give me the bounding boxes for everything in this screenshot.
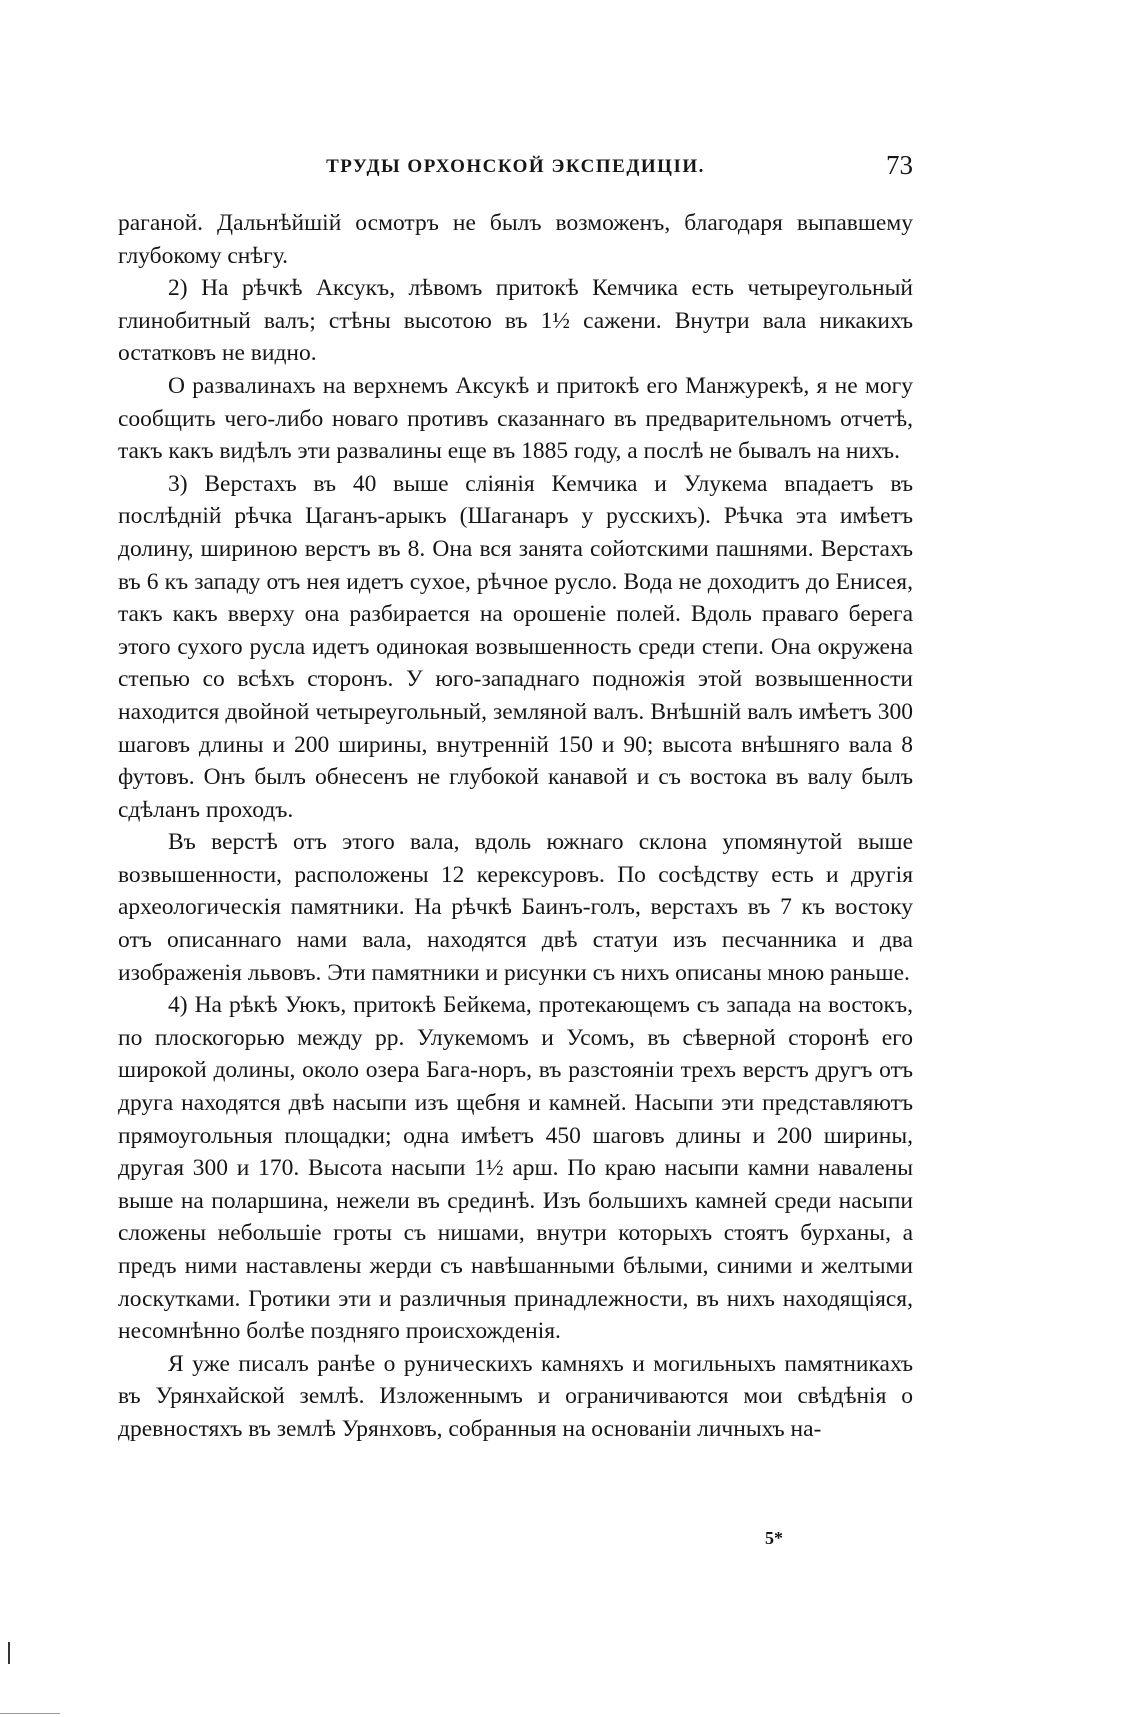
paragraph-2: 2) На рѣчкѣ Аксукъ, лѣвомъ притокѣ Кемчика есть четыреугольный глинобитный валъ; стѣны высотою въ 1½ сажени. Внутри вала никакихъ остатковъ не видно. — [118, 275, 913, 367]
paragraph-7: Я уже писалъ ранѣе о руническихъ камняхъ и могильныхъ памятникахъ въ Урянхайской землѣ. Изложеннымъ и ограничиваются мои свѣдѣнія о древностяхъ въ землѣ Урянховъ, собранныя на основаніи личныхъ на- — [118, 1350, 913, 1442]
running-title: ТРУДЫ ОРХОНСКОЙ ЭКСПЕДИЦІИ. — [326, 156, 705, 177]
running-head — [118, 150, 913, 190]
body-text — [118, 207, 913, 1446]
paragraph-4: 3) Верстахъ въ 40 выше сліянія Кемчика и Улукема впадаетъ въ послѣдній рѣчка Цаганъ-арыкъ (Шаганаръ у русскихъ). Рѣчка эта имѣетъ долину, шириною верстъ въ 8. Она вся занята сойотскими пашнями. Верстахъ въ 6 къ западу отъ нея идетъ сухое, рѣчное русло. Вода не доходитъ до Енисея, такъ какъ вверху она разбирается на орошеніе полей. Вдоль праваго берега этого сухого русла идетъ одинокая возвышенность среди степи. Она окружена степью со всѣхъ сторонъ. У юго-западнаго подножія этой возвышенности находится двойной четыреугольный, земляной валъ. Внѣшній валъ имѣетъ 300 шаговъ длины и 200 ширины, внутренній 150 и 90; высота внѣшняго вала 8 футовъ. Онъ былъ обнесенъ не глубокой канавой и съ востока въ валу былъ сдѣланъ проходъ. — [118, 470, 913, 823]
paragraph-6: 4) На рѣкѣ Уюкъ, притокѣ Бейкема, протекающемъ съ запада на востокъ, по плоскогорью между рр. Улукемомъ и Усомъ, въ сѣверной сторонѣ его широкой долины, около озера Бага-норъ, въ разстояніи трехъ верстъ другъ отъ друга находятся двѣ насыпи изъ щебня и камней. Насыпи эти представляютъ прямоугольныя площадки; одна имѣетъ 450 шаговъ длины и 200 ширины, другая 300 и 170. Высота насыпи 1½ арш. По краю насыпи камни навалены выше на поларшина, нежели въ срединѣ. Изъ большихъ камней среди насыпи сложены небольшіе гроты съ нишами, внутри которыхъ стоятъ бурханы, а предъ ними наставлены жерди съ навѣшанными бѣлыми, синими и желтыми лоскутками. Гротики эти и различныя принадлежности, въ нихъ находящіяся, несомнѣнно болѣе поздняго происхожденія. — [118, 992, 913, 1345]
paragraph-3: О развалинахъ на верхнемъ Аксукѣ и притокѣ его Манжурекѣ, я не могу сообщить чего-либо новаго противъ сказаннаго въ предварительномъ отчетѣ, такъ какъ видѣлъ эти развалины еще въ 1885 году, а послѣ не бывалъ на нихъ. — [118, 372, 913, 465]
paragraph-1: раганой. Дальнѣйшій осмотръ не былъ возможенъ, благодаря выпавшему глубокому снѣгу. — [118, 210, 913, 269]
paragraph-5: Въ верстѣ отъ этого вала, вдоль южнаго склона упомянутой выше возвышенности, расположены 12 керексуровъ. По сосѣдству есть и другія археологическія памятники. На рѣчкѣ Баинъ-голъ, верстахъ въ 7 къ востоку отъ описаннаго нами вала, находятся двѣ статуи изъ песчанника и два изображенія львовъ. Эти памятники и рисунки съ нихъ описаны мною раньше. — [118, 829, 913, 986]
scan-edge-mark — [0, 1713, 60, 1714]
scan-edge-mark — [8, 1642, 10, 1664]
signature-mark: 5* — [765, 1528, 783, 1548]
page-number: 73 — [886, 150, 913, 180]
